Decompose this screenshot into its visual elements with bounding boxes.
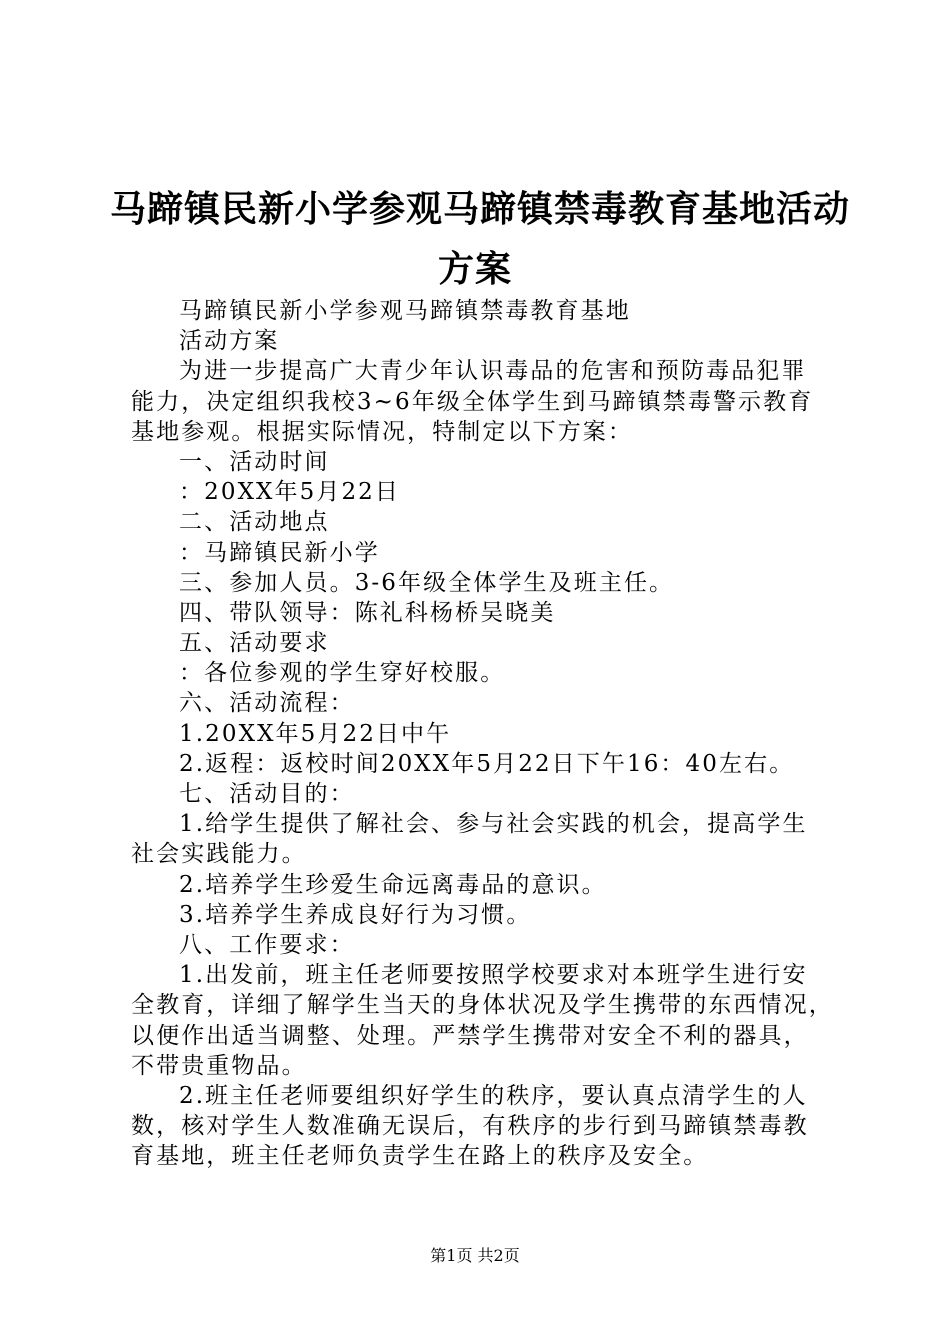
body-line: 四、带队领导：陈礼科杨桥吴晓美 bbox=[179, 599, 556, 626]
body-line: ：各位参观的学生穿好校服。 bbox=[179, 660, 506, 687]
body-line: 1.给学生提供了解社会、参与社会实践的机会，提高学生 bbox=[179, 811, 808, 838]
body-line: ：20XX年5月22日 bbox=[179, 479, 401, 506]
body-line: 基地参观。根据实际情况，特制定以下方案： bbox=[131, 418, 633, 445]
body-line: 八、工作要求： bbox=[179, 931, 355, 958]
body-line: 1.20XX年5月22日中午 bbox=[179, 720, 452, 747]
body-line: 社会实践能力。 bbox=[131, 841, 307, 868]
body-line: 数，核对学生人数准确无误后，有秩序的步行到马蹄镇禁毒教 bbox=[131, 1113, 809, 1140]
body-line: 活动方案 bbox=[179, 328, 280, 355]
body-line: 1.出发前，班主任老师要按照学校要求对本班学生进行安 bbox=[179, 962, 808, 989]
body-line: 不带贵重物品。 bbox=[131, 1052, 307, 1079]
body-line: 五、活动要求 bbox=[179, 630, 330, 657]
body-line: 2.班主任老师要组织好学生的秩序，要认真点清学生的人 bbox=[179, 1082, 808, 1109]
body-line: 3.培养学生养成良好行为习惯。 bbox=[179, 901, 532, 928]
body-line: 七、活动目的： bbox=[179, 781, 355, 807]
body-line: 二、活动地点 bbox=[179, 509, 330, 536]
body-line: 马蹄镇民新小学参观马蹄镇禁毒教育基地 bbox=[179, 298, 631, 324]
document-title-line2: 方案 bbox=[437, 249, 512, 290]
document-title-line1: 马蹄镇民新小学参观马蹄镇禁毒教育基地活动 bbox=[110, 189, 851, 230]
body-line: 三、参加人员。3-6年级全体学生及班主任。 bbox=[179, 569, 675, 596]
body-line: 育基地，班主任老师负责学生在路上的秩序及安全。 bbox=[131, 1143, 709, 1170]
body-line: 能力，决定组织我校3~6年级全体学生到马蹄镇禁毒警示教育 bbox=[131, 388, 814, 415]
body-line: 以便作出适当调整、处理。严禁学生携带对安全不利的器具， bbox=[131, 1022, 809, 1049]
body-line: 一、活动时间 bbox=[179, 448, 330, 475]
page-footer: 第1页 共2页 bbox=[430, 1246, 520, 1265]
document-body bbox=[131, 296, 833, 1171]
body-line: 2.培养学生珍爱生命远离毒品的意识。 bbox=[179, 871, 607, 898]
body-line: 六、活动流程： bbox=[179, 690, 355, 717]
body-line: 全教育，详细了解学生当天的身体状况及学生携带的东西情况， bbox=[131, 992, 834, 1019]
body-line: 为进一步提高广大青少年认识毒品的危害和预防毒品犯罪 bbox=[179, 358, 807, 385]
body-line: 2.返程：返校时间20XX年5月22日下午16：40左右。 bbox=[179, 750, 795, 777]
body-line: ：马蹄镇民新小学 bbox=[179, 539, 380, 566]
